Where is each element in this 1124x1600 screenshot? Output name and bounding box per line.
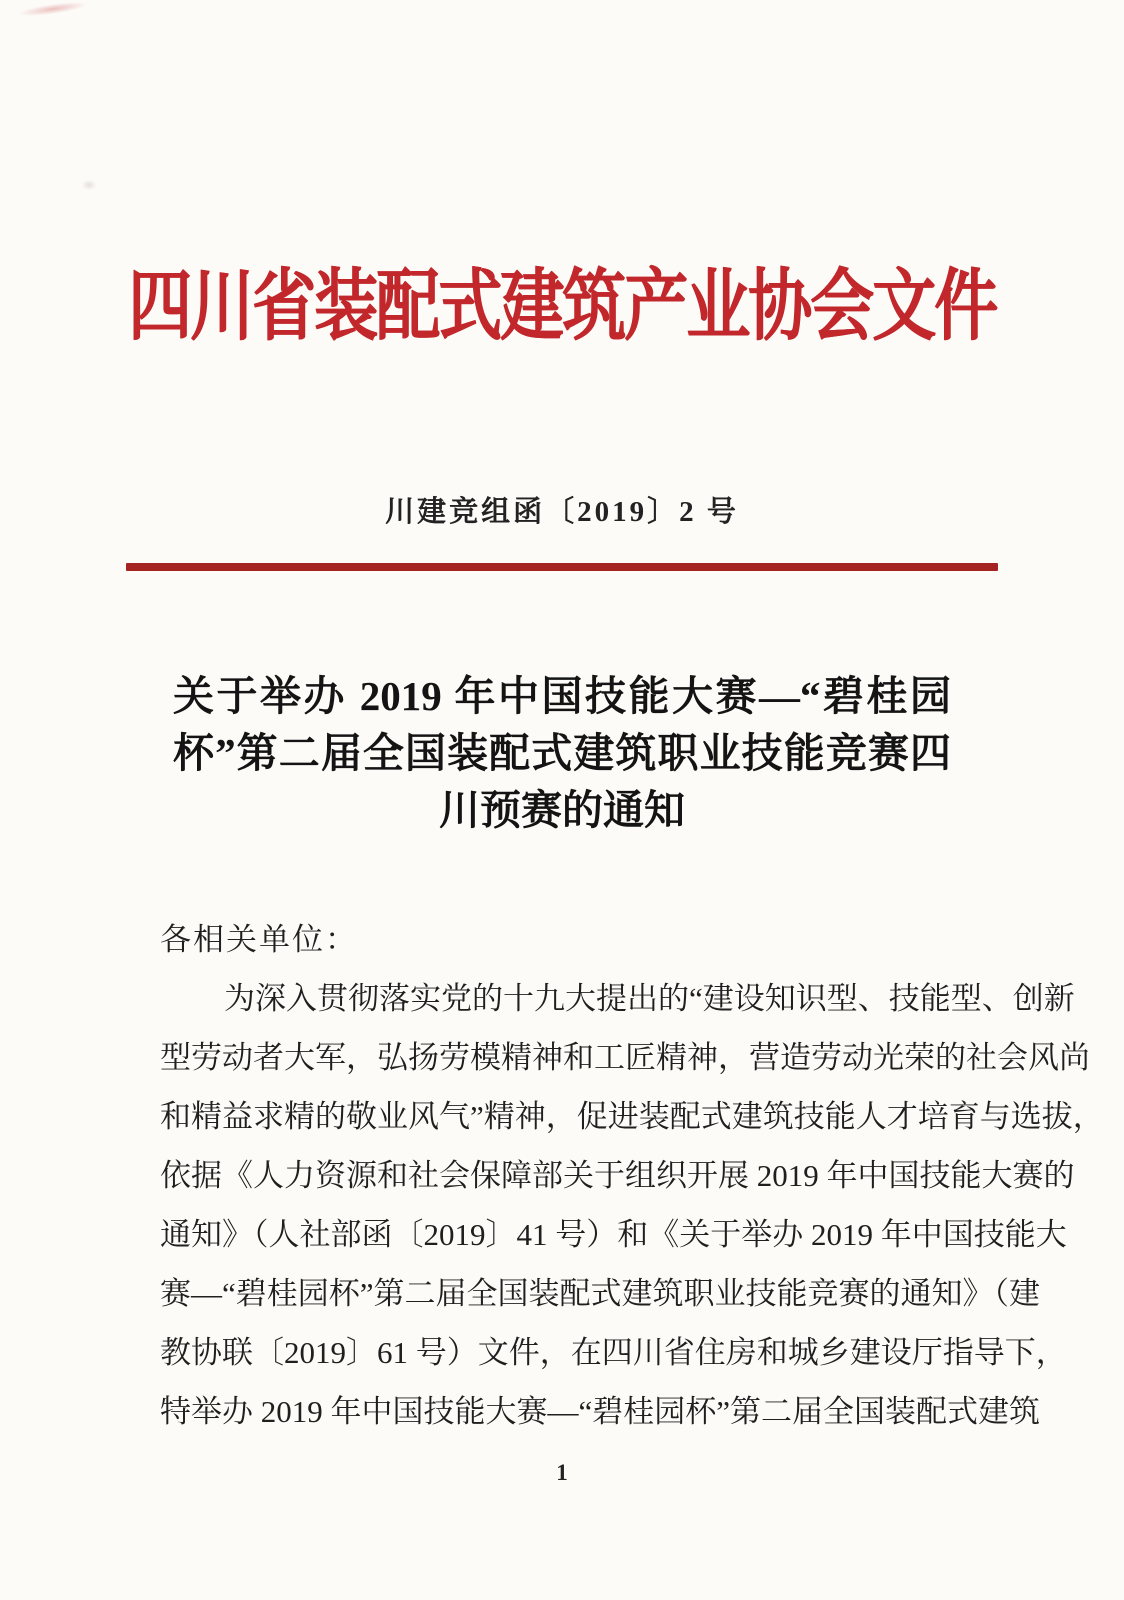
scan-artifact	[18, 0, 89, 19]
body-line: 通知》（人社部函〔2019〕41 号）和《关于举办 2019 年中国技能大	[160, 1217, 1067, 1252]
body-line: 赛—“碧桂园杯”第二届全国装配式建筑职业技能竞赛的通知》（建	[160, 1276, 1041, 1311]
page-number: 1	[556, 1460, 568, 1485]
salutation: 各相关单位：	[160, 922, 358, 957]
body-line: 教协联〔2019〕61 号）文件，在四川省住房和城乡建设厅指导下，	[160, 1335, 1067, 1370]
letterhead-divider-line	[126, 563, 998, 571]
body-line: 特举办 2019 年中国技能大赛—“碧桂园杯”第二届全国装配式建筑	[160, 1394, 1041, 1429]
notice-title-line-2: 杯”第二届全国装配式建筑职业技能竞赛四	[173, 730, 951, 776]
body-line: 和精益求精的敬业风气”精神，促进装配式建筑技能人才培育与选拔，	[160, 1099, 1104, 1134]
body-line: 依据《人力资源和社会保障部关于组织开展 2019 年中国技能大赛的	[160, 1158, 1075, 1193]
letterhead-org-title: 四川省装配式建筑产业协会文件	[128, 262, 996, 350]
document-reference-number: 川建竞组函〔2019〕2 号	[385, 496, 739, 528]
notice-title-line-1: 关于举办 2019 年中国技能大赛—“碧桂园	[173, 673, 951, 719]
notice-title	[173, 668, 951, 839]
body-line: 为深入贯彻落实党的十九大提出的“建设知识型、技能型、创新	[224, 981, 1075, 1016]
notice-title-line-3: 川预赛的通知	[439, 787, 685, 833]
scan-artifact	[82, 180, 96, 190]
document-body	[160, 910, 1104, 1441]
body-line: 型劳动者大军，弘扬劳模精神和工匠精神，营造劳动光荣的社会风尚	[160, 1040, 1090, 1075]
